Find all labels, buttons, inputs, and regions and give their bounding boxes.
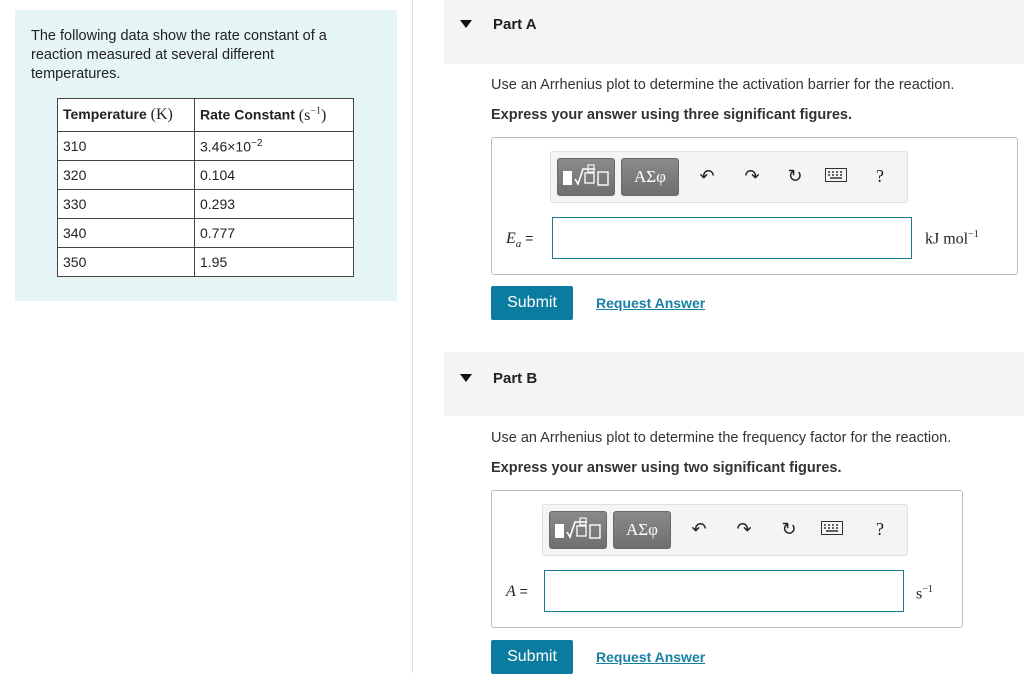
part-b-header[interactable]: [444, 352, 1024, 416]
table-row: [58, 248, 354, 277]
a-unit: $s^{-1}$: [916, 584, 933, 603]
part-a-answer-box: [491, 137, 1018, 275]
reset-icon[interactable]: ↻: [781, 519, 797, 539]
part-a-header[interactable]: [444, 0, 1024, 64]
ea-label: $E_a$ =: [506, 230, 534, 251]
rate-constant-cell: 0.293: [195, 190, 354, 219]
help-icon[interactable]: ?: [876, 166, 884, 186]
greek-symbols-button[interactable]: [621, 158, 679, 196]
templates-icon: [558, 159, 614, 195]
temperature-cell: 330: [58, 190, 195, 219]
math-toolbar: [550, 151, 908, 203]
part-a-title: Part A: [493, 16, 537, 33]
temperature-header: Temperature (K): [58, 99, 195, 132]
greek-symbols-icon: ΑΣφ: [626, 520, 658, 539]
templates-button[interactable]: [557, 158, 615, 196]
rate-constant-cell: 1.95: [195, 248, 354, 277]
templates-button[interactable]: [549, 511, 607, 549]
table-row: [58, 219, 354, 248]
undo-icon[interactable]: ↶: [699, 166, 715, 186]
keyboard-icon[interactable]: [821, 519, 843, 539]
rate-constant-cell: 0.104: [195, 161, 354, 190]
temperature-cell: 320: [58, 161, 195, 190]
templates-icon: [550, 512, 606, 548]
problem-panel: [15, 10, 397, 301]
math-toolbar: [542, 504, 908, 556]
ea-unit: kJ mol$^{-1}$: [925, 229, 979, 248]
part-a-submit-button[interactable]: Submit: [491, 286, 573, 320]
caret-down-icon[interactable]: [460, 374, 472, 382]
rate-data-table: [57, 98, 354, 277]
panel-divider: [412, 0, 413, 673]
table-header-row: [58, 99, 354, 132]
part-a-instruction: Use an Arrhenius plot to determine the activation barrier for the reaction.: [491, 77, 955, 93]
frequency-factor-input[interactable]: [544, 570, 904, 612]
reset-icon[interactable]: ↻: [787, 166, 803, 186]
undo-icon[interactable]: ↶: [691, 519, 707, 539]
problem-intro: The following data show the rate constant of a reaction measured at several different temperatures.: [31, 28, 327, 82]
part-b-answer-box: [491, 490, 963, 628]
rate-constant-cell: $3.46\times 10^{-2}$: [195, 132, 354, 161]
part-b-submit-button[interactable]: Submit: [491, 640, 573, 674]
temperature-cell: 340: [58, 219, 195, 248]
temperature-cell: 350: [58, 248, 195, 277]
a-label: A =: [506, 583, 528, 600]
help-icon[interactable]: ?: [876, 519, 884, 539]
redo-icon[interactable]: ↷: [744, 166, 760, 186]
part-b-title: Part B: [493, 370, 538, 387]
part-b-sigfigs: Express your answer using two significant figures.: [491, 460, 842, 476]
keyboard-icon[interactable]: [825, 166, 847, 186]
temperature-cell: 310: [58, 132, 195, 161]
caret-down-icon[interactable]: [460, 20, 472, 28]
redo-icon[interactable]: ↷: [736, 519, 752, 539]
table-row: [58, 161, 354, 190]
rate-constant-cell: 0.777: [195, 219, 354, 248]
part-a-sigfigs: Express your answer using three significant figures.: [491, 107, 852, 123]
table-row: [58, 132, 354, 161]
activation-barrier-input[interactable]: [552, 217, 912, 259]
part-b-request-answer-link[interactable]: Request Answer: [596, 649, 706, 665]
greek-symbols-icon: ΑΣφ: [634, 167, 666, 186]
part-b-instruction: Use an Arrhenius plot to determine the frequency factor for the reaction.: [491, 430, 952, 446]
part-a-request-answer-link[interactable]: Request Answer: [596, 295, 706, 311]
table-row: [58, 190, 354, 219]
rate-constant-header: Rate Constant $(s^{-1})$: [195, 99, 354, 132]
greek-symbols-button[interactable]: [613, 511, 671, 549]
